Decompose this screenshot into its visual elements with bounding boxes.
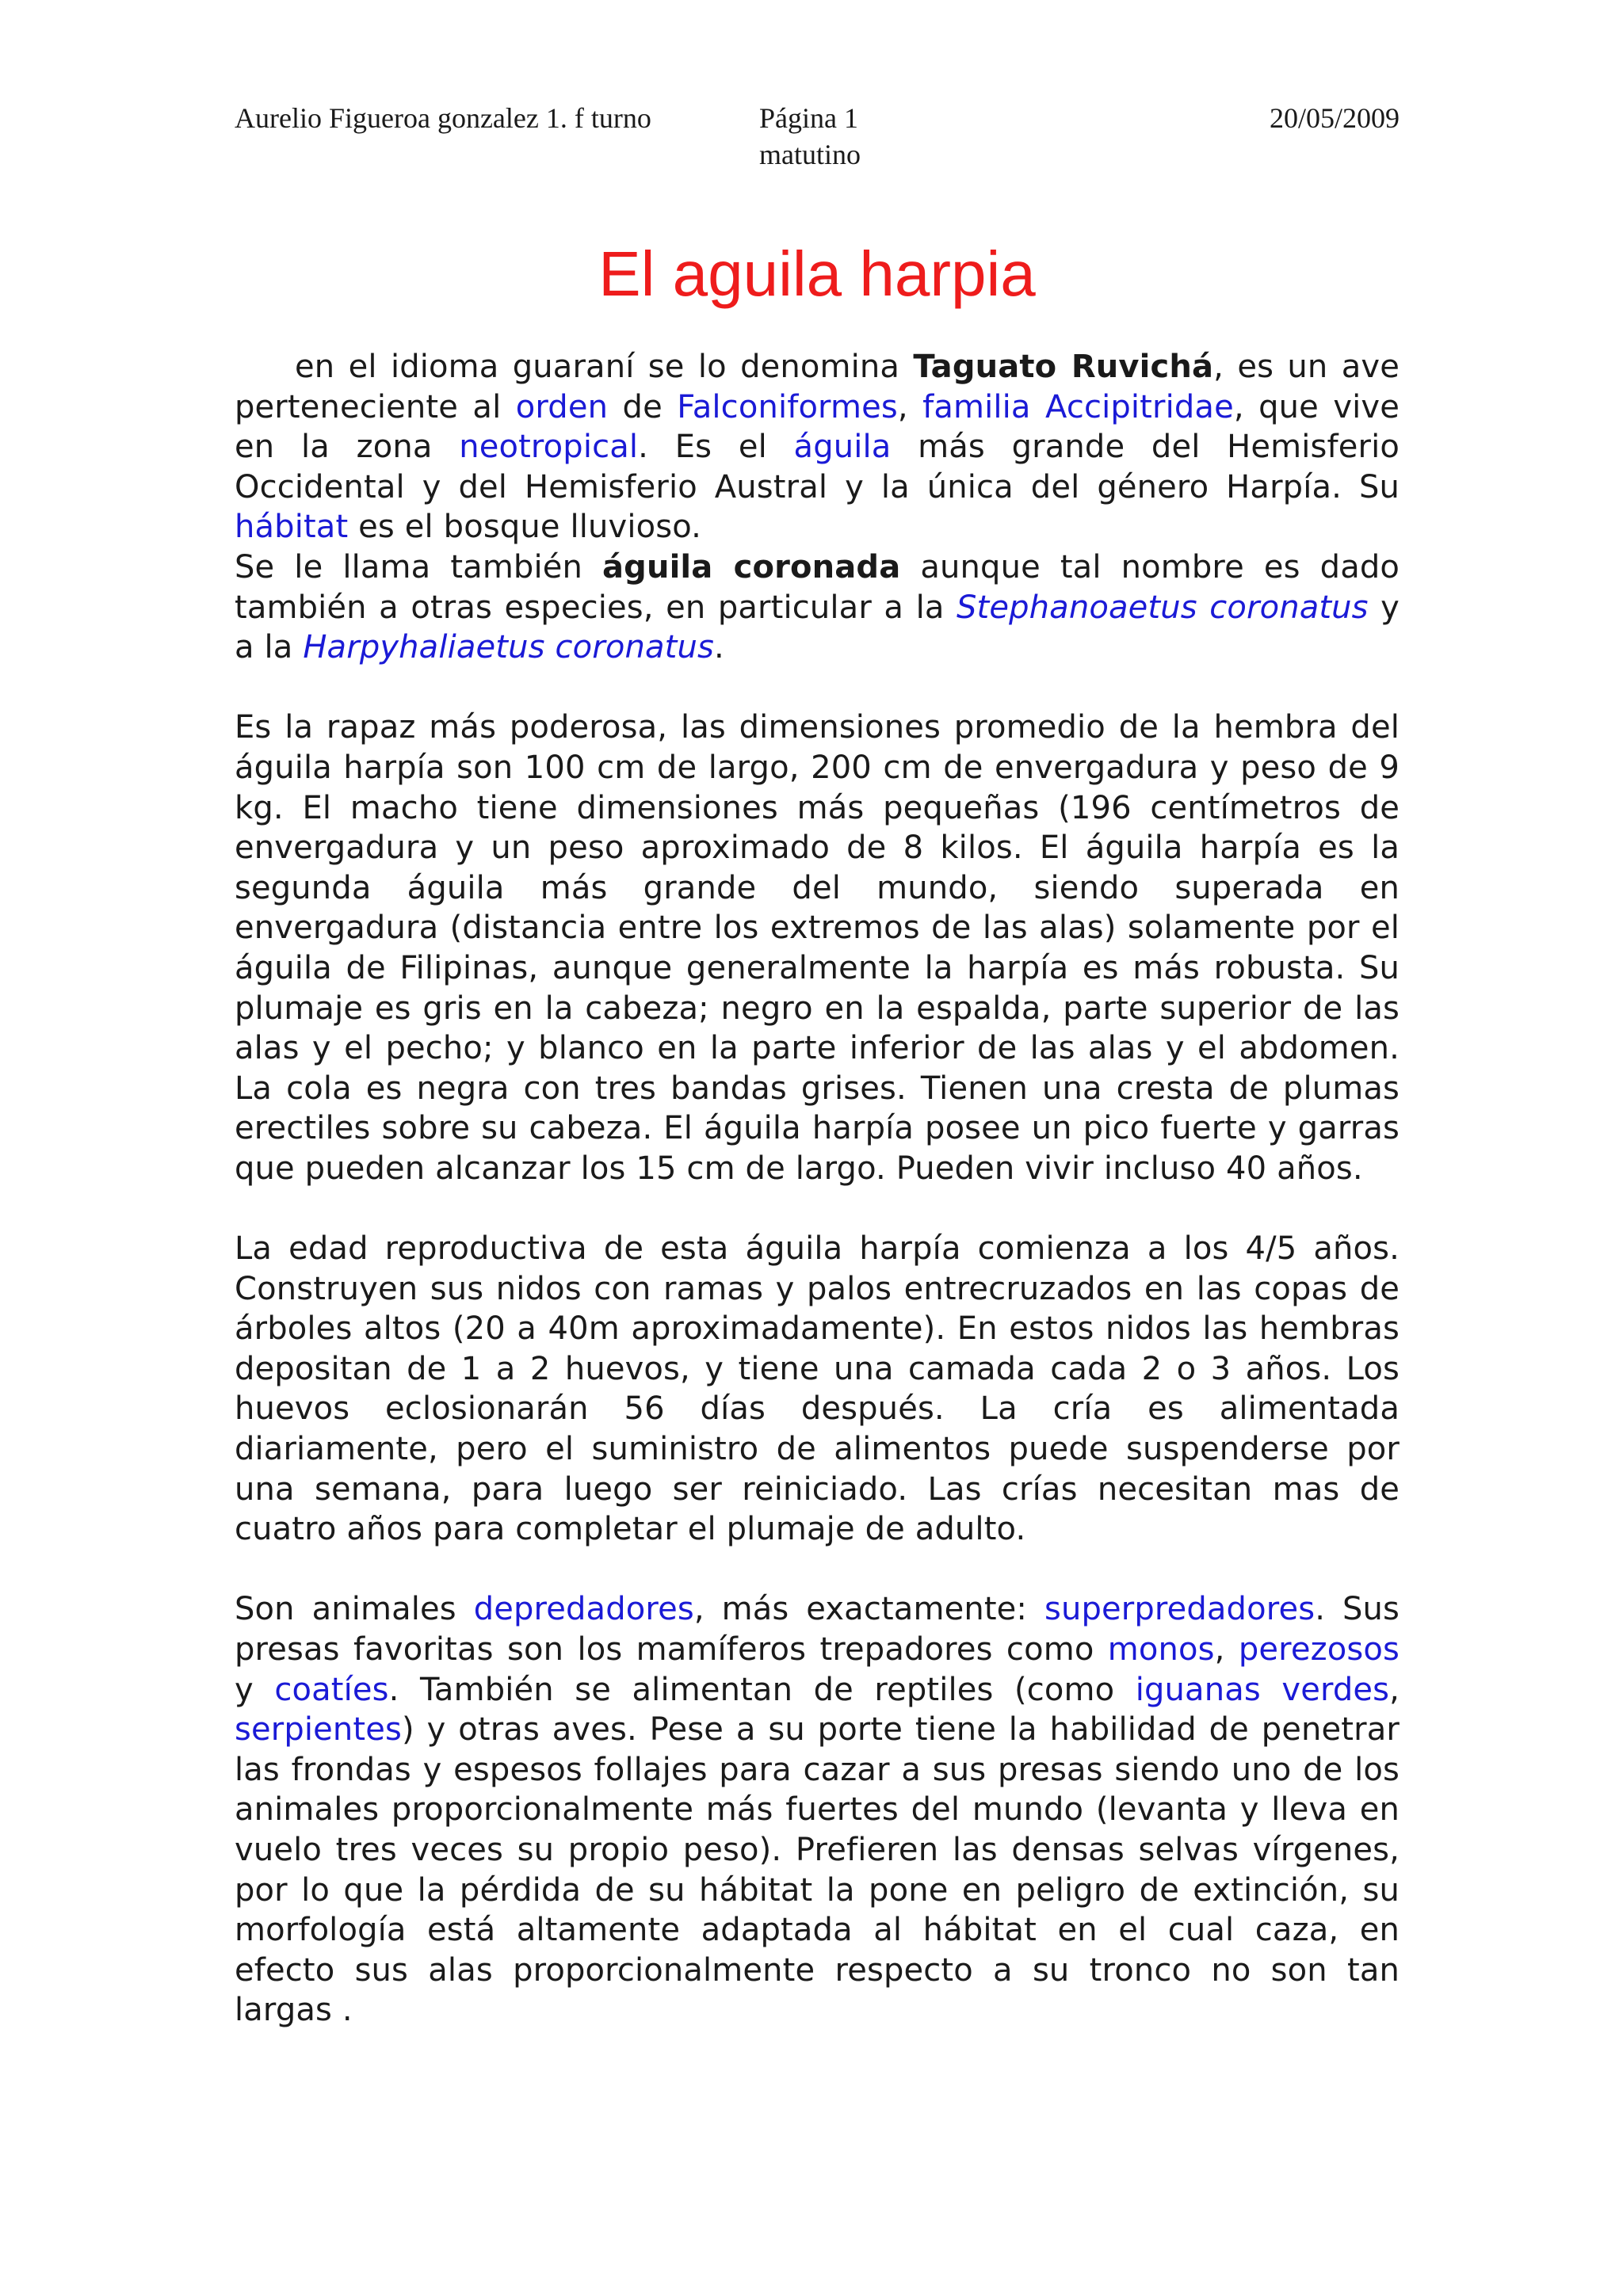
emphasis-text: Taguato Ruvichá	[913, 349, 1214, 385]
link-superpredadores[interactable]: superpredadores	[1044, 1591, 1316, 1628]
document-title: El aguila harpia	[598, 238, 1036, 309]
link-águila[interactable]: águila	[793, 429, 892, 466]
link-monos[interactable]: monos	[1107, 1631, 1215, 1668]
paragraph-3: La edad reproductiva de esta águila harpía comienza a los 4/5 años. Construyen sus nidos con ramas y palos entrecruzados en las copas de árboles altos (20 a 40m aproximadamente). En estos nidos las hembras depositan de 1 a 2 huevos, y tiene una camada cada 2 o 3 años. Los huevos eclosionarán 56 días después. La cría es alimentada diariamente, pero el suministro de alimentos puede suspenderse por una semana, para luego ser reiniciado. Las crías necesitan mas de cuatro años para completar el plumaje de adulto.	[235, 1230, 1400, 1548]
link-perezosos[interactable]: perezosos	[1238, 1631, 1400, 1668]
link-hábitat[interactable]: hábitat	[235, 509, 349, 546]
page-header	[235, 100, 1400, 187]
link-stephanoaetus-coronatus[interactable]: Stephanoaetus coronatus	[957, 589, 1369, 626]
link-familia-accipitridae[interactable]: familia Accipitridae	[922, 388, 1234, 425]
link-falconiformes[interactable]: Falconiformes	[677, 388, 898, 425]
header-page-number: Página 1 matutino	[759, 102, 861, 170]
link-coatíes[interactable]: coatíes	[274, 1671, 389, 1708]
document-body	[235, 347, 1400, 2071]
header-author: Aurelio Figueroa gonzalez 1. f turno	[235, 102, 651, 134]
paragraph-4: Son animales depredadores, más exactamente: superpredadores. Sus presas favoritas son los mamíferos trepadores como monos, perezosos y coatíes. También se alimentan de reptiles (como iguanas verdes, serpientes) y otras aves. Pese a su porte tiene la habilidad de penetrar las frondas y espesos follajes para cazar a sus presas siendo uno de los animales proporcionalmente más fuertes del mundo (levanta y lleva en vuelo tres veces su propio peso). Prefieren las densas selvas vírgenes, por lo que la pérdida de su hábitat la pone en peligro de extinción, su morfología está altamente adaptada al hábitat en el cual caza, en efecto sus alas proporcionalmente respecto a su tronco no son tan largas .	[235, 1591, 1400, 2029]
link-serpientes[interactable]: serpientes	[235, 1711, 402, 1749]
link-iguanas-verdes[interactable]: iguanas verdes	[1135, 1671, 1390, 1708]
paragraph-2: Es la rapaz más poderosa, las dimensiones promedio de la hembra del águila harpía son 100 cm de largo, 200 cm de envergadura y peso de 9 kg. El macho tiene dimensiones más pequeñas (196 centímetros de envergadura y un peso aproximado de 8 kilos. El águila harpía es la segunda águila más grande del mundo, siendo superada en envergadura (distancia entre los extremos de las alas) solamente por el águila de Filipinas, aunque generalmente la harpía es más robusta. Su plumaje es gris en la cabeza; negro en la espalda, parte superior de las alas y el pecho; y blanco en la parte inferior de las alas y el abdomen. La cola es negra con tres bandas grises. Tienen una cresta de plumas erectiles sobre su cabeza. El águila harpía posee un pico fuerte y garras que pueden alcanzar los 15 cm de largo. Pueden vivir incluso 40 años.	[235, 709, 1400, 1187]
paragraph-1: en el idioma guaraní se lo denomina Taguato Ruvichá, es un ave perteneciente al orden de Falconiformes, familia Accipitridae, que vive en la zona neotropical. Es el águila más grande del Hemisferio Occidental y del Hemisferio Austral y la única del género Harpía. Su hábitat es el bosque lluvioso. Se le llama también águila coronada aunque tal nombre es dado también a otras especies, en particular a la Stephanoaetus coronatus y a la Harpyhaliaetus coronatus.	[235, 349, 1400, 666]
link-harpyhaliaetus-coronatus[interactable]: Harpyhaliaetus coronatus	[303, 629, 714, 666]
link-orden[interactable]: orden	[515, 388, 609, 425]
header-date: 20/05/2009	[1269, 102, 1400, 134]
link-depredadores[interactable]: depredadores	[473, 1591, 694, 1628]
emphasis-text: águila coronada	[602, 548, 901, 585]
link-neotropical[interactable]: neotropical	[459, 429, 639, 466]
